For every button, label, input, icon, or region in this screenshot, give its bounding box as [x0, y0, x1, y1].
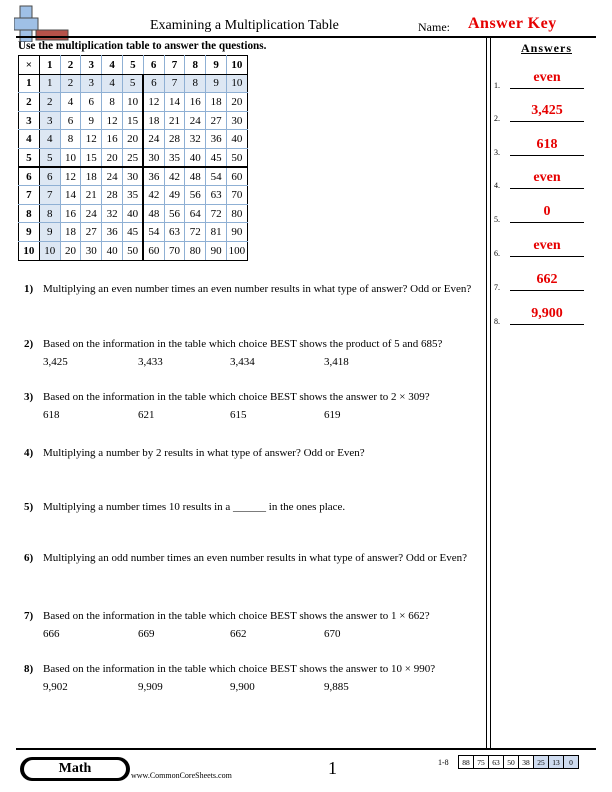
answer-row	[494, 238, 594, 258]
table-corner: ×	[19, 56, 40, 75]
answer-choice: 9,900	[230, 681, 255, 693]
choice-list	[43, 409, 484, 422]
table-cell: 18	[143, 111, 164, 130]
table-cell: 12	[143, 93, 164, 112]
question	[24, 552, 484, 565]
row-header: 7	[19, 186, 40, 205]
answer-value: even	[533, 70, 561, 85]
answer-line	[510, 155, 584, 156]
table-cell: 16	[185, 93, 206, 112]
footer-divider	[16, 748, 596, 750]
instructions: Use the multiplication table to answer the questions.	[18, 40, 267, 52]
answer-choice: 9,885	[324, 681, 349, 693]
table-row	[19, 223, 248, 242]
table-cell: 54	[206, 167, 227, 186]
table-row	[19, 204, 248, 223]
answer-value: 618	[536, 137, 558, 152]
table-cell: 5	[122, 74, 143, 93]
table-cell: 24	[81, 204, 102, 223]
answer-key-label: Answer Key	[468, 15, 557, 32]
table-cell: 20	[102, 148, 123, 167]
table-cell: 40	[226, 130, 247, 149]
table-cell: 30	[226, 111, 247, 130]
answer-choice: 615	[230, 409, 247, 421]
table-cell: 21	[81, 186, 102, 205]
table-cell: 8	[102, 93, 123, 112]
column-header: 3	[81, 56, 102, 75]
table-cell: 72	[185, 223, 206, 242]
score-cell: 13	[549, 756, 564, 769]
answer-value: even	[533, 170, 561, 185]
table-cell: 48	[143, 204, 164, 223]
answer-choice: 670	[324, 628, 341, 640]
question	[24, 283, 484, 296]
table-cell: 24	[185, 111, 206, 130]
choice-list	[43, 681, 484, 694]
table-cell: 10	[226, 74, 247, 93]
table-cell: 10	[60, 148, 81, 167]
question-number: 4)	[24, 447, 34, 459]
table-cell: 24	[143, 130, 164, 149]
answer-row	[494, 70, 594, 90]
score-cell: 38	[519, 756, 534, 769]
table-cell: 90	[226, 223, 247, 242]
table-cell: 8	[60, 130, 81, 149]
answer-choice: 621	[138, 409, 155, 421]
answers-heading: Answers	[521, 41, 572, 55]
table-cell: 54	[143, 223, 164, 242]
answer-line	[510, 88, 584, 89]
table-cell: 35	[122, 186, 143, 205]
table-cell: 16	[60, 204, 81, 223]
answer-choice: 9,909	[138, 681, 163, 693]
table-cell: 21	[164, 111, 185, 130]
table-row	[19, 241, 248, 260]
question-text: Multiplying an odd number times an even number results in what type of answer? Odd or Even?	[43, 552, 468, 564]
table-cell: 30	[143, 148, 164, 167]
answer-choice: 3,425	[43, 356, 68, 368]
table-cell: 6	[143, 74, 164, 93]
question	[24, 338, 484, 369]
score-table	[458, 755, 579, 769]
table-cell: 7	[39, 186, 60, 205]
answer-choice: 662	[230, 628, 247, 640]
table-cell: 45	[206, 148, 227, 167]
table-row	[19, 74, 248, 93]
table-cell: 28	[102, 186, 123, 205]
column-header: 7	[164, 56, 185, 75]
question	[24, 663, 484, 694]
question-number: 5)	[24, 501, 34, 513]
table-cell: 20	[60, 241, 81, 260]
table-cell: 4	[39, 130, 60, 149]
question	[24, 391, 484, 422]
table-cell: 36	[102, 223, 123, 242]
question	[24, 610, 484, 641]
score-cell: 63	[489, 756, 504, 769]
row-header: 5	[19, 148, 40, 167]
answer-number: 3.	[494, 148, 500, 157]
answer-row	[494, 204, 594, 224]
answer-number: 1.	[494, 81, 500, 90]
table-cell: 12	[102, 111, 123, 130]
table-cell: 20	[122, 130, 143, 149]
table-cell: 12	[81, 130, 102, 149]
table-cell: 100	[226, 241, 247, 260]
table-cell: 3	[81, 74, 102, 93]
table-cell: 42	[164, 167, 185, 186]
answer-row	[494, 170, 594, 190]
row-header: 10	[19, 241, 40, 260]
table-cell: 18	[206, 93, 227, 112]
table-cell: 36	[143, 167, 164, 186]
answer-line	[510, 324, 584, 325]
site-url: www.CommonCoreSheets.com	[131, 771, 232, 780]
table-cell: 40	[122, 204, 143, 223]
column-header: 9	[206, 56, 227, 75]
table-cell: 32	[102, 204, 123, 223]
question-number: 8)	[24, 663, 34, 675]
answer-number: 7.	[494, 283, 500, 292]
answer-line	[510, 121, 584, 122]
column-header: 6	[143, 56, 164, 75]
page-number: 1	[328, 758, 337, 778]
answer-line	[510, 188, 584, 189]
answer-value: 0	[543, 204, 551, 219]
table-row	[19, 186, 248, 205]
table-cell: 20	[226, 93, 247, 112]
question-number: 3)	[24, 391, 34, 403]
row-header: 4	[19, 130, 40, 149]
table-cell: 27	[81, 223, 102, 242]
row-header: 3	[19, 111, 40, 130]
table-cell: 80	[226, 204, 247, 223]
answer-choice: 618	[43, 409, 60, 421]
answer-choice: 3,434	[230, 356, 255, 368]
question	[24, 447, 484, 460]
answer-column-divider-right	[490, 36, 491, 748]
row-header: 8	[19, 204, 40, 223]
table-cell: 18	[81, 167, 102, 186]
question	[24, 501, 484, 514]
table-cell: 50	[122, 241, 143, 260]
answer-column-divider-left	[486, 36, 487, 748]
table-cell: 70	[164, 241, 185, 260]
table-cell: 50	[226, 148, 247, 167]
table-cell: 60	[226, 167, 247, 186]
table-row	[19, 167, 248, 186]
row-header: 1	[19, 74, 40, 93]
column-header: 1	[39, 56, 60, 75]
choice-list	[43, 628, 484, 641]
table-cell: 6	[81, 93, 102, 112]
table-cell: 27	[206, 111, 227, 130]
answer-number: 4.	[494, 181, 500, 190]
table-cell: 5	[39, 148, 60, 167]
table-cell: 4	[102, 74, 123, 93]
subject-label: Math	[24, 760, 126, 778]
table-cell: 3	[39, 111, 60, 130]
table-cell: 15	[122, 111, 143, 130]
answer-choice: 666	[43, 628, 60, 640]
subject-badge	[20, 757, 130, 781]
answer-line	[510, 222, 584, 223]
question-text: Multiplying a number by 2 results in what type of answer? Odd or Even?	[43, 447, 365, 459]
row-header: 6	[19, 167, 40, 186]
table-cell: 12	[60, 167, 81, 186]
table-cell: 60	[143, 241, 164, 260]
multiplication-table	[18, 55, 248, 261]
table-cell: 63	[164, 223, 185, 242]
row-header: 9	[19, 223, 40, 242]
table-cell: 72	[206, 204, 227, 223]
table-cell: 1	[39, 74, 60, 93]
answer-number: 2.	[494, 114, 500, 123]
column-header: 10	[226, 56, 247, 75]
table-cell: 9	[206, 74, 227, 93]
table-cell: 2	[39, 93, 60, 112]
score-cell: 25	[534, 756, 549, 769]
table-cell: 64	[185, 204, 206, 223]
table-cell: 8	[185, 74, 206, 93]
score-cell: 0	[564, 756, 579, 769]
table-cell: 16	[102, 130, 123, 149]
question-number: 6)	[24, 552, 34, 564]
table-cell: 25	[122, 148, 143, 167]
table-cell: 56	[185, 186, 206, 205]
answer-choice: 3,433	[138, 356, 163, 368]
answer-row	[494, 272, 594, 292]
answer-choice: 669	[138, 628, 155, 640]
answer-value: 9,900	[531, 306, 563, 321]
answer-line	[510, 290, 584, 291]
column-header: 8	[185, 56, 206, 75]
question-text: Multiplying an even number times an even number results in what type of answer? Odd or Even?	[43, 283, 472, 295]
table-row	[19, 93, 248, 112]
table-cell: 18	[60, 223, 81, 242]
score-cell: 75	[474, 756, 489, 769]
table-cell: 10	[39, 241, 60, 260]
column-header: 5	[122, 56, 143, 75]
table-cell: 40	[102, 241, 123, 260]
table-cell: 10	[122, 93, 143, 112]
column-header: 2	[60, 56, 81, 75]
question-text: Based on the information in the table which choice BEST shows the answer to 1 × 662?	[43, 610, 430, 622]
table-cell: 6	[39, 167, 60, 186]
table-cell: 35	[164, 148, 185, 167]
table-cell: 36	[206, 130, 227, 149]
question-text: Multiplying a number times 10 results in a ______ in the ones place.	[43, 501, 346, 513]
table-cell: 49	[164, 186, 185, 205]
table-cell: 30	[122, 167, 143, 186]
name-label: Name:	[418, 20, 450, 34]
table-row	[19, 130, 248, 149]
table-cell: 32	[185, 130, 206, 149]
table-cell: 8	[39, 204, 60, 223]
table-cell: 14	[164, 93, 185, 112]
table-cell: 70	[226, 186, 247, 205]
table-cell: 15	[81, 148, 102, 167]
answer-line	[510, 256, 584, 257]
answer-number: 6.	[494, 249, 500, 258]
table-cell: 30	[81, 241, 102, 260]
row-header: 2	[19, 93, 40, 112]
question-number: 7)	[24, 610, 34, 622]
table-cell: 48	[185, 167, 206, 186]
table-cell: 4	[60, 93, 81, 112]
question-number: 1)	[24, 283, 34, 295]
table-cell: 90	[206, 241, 227, 260]
column-header: 4	[102, 56, 123, 75]
table-cell: 28	[164, 130, 185, 149]
score-cell: 50	[504, 756, 519, 769]
answer-row	[494, 103, 594, 123]
answer-number: 5.	[494, 215, 500, 224]
answer-row	[494, 137, 594, 157]
table-cell: 40	[185, 148, 206, 167]
table-cell: 9	[81, 111, 102, 130]
answer-number: 8.	[494, 317, 500, 326]
question-number: 2)	[24, 338, 34, 350]
table-cell: 63	[206, 186, 227, 205]
table-cell: 2	[60, 74, 81, 93]
table-cell: 9	[39, 223, 60, 242]
answer-value: 662	[536, 272, 558, 287]
table-row	[19, 111, 248, 130]
answer-row	[494, 306, 594, 326]
table-cell: 56	[164, 204, 185, 223]
table-cell: 81	[206, 223, 227, 242]
table-cell: 45	[122, 223, 143, 242]
score-cell: 88	[459, 756, 474, 769]
question-text: Based on the information in the table which choice BEST shows the product of 5 and 685?	[43, 338, 443, 350]
table-cell: 7	[164, 74, 185, 93]
score-range: 1-8	[438, 758, 449, 767]
table-cell: 42	[143, 186, 164, 205]
table-row	[19, 148, 248, 167]
answer-value: 3,425	[531, 103, 563, 118]
worksheet-title: Examining a Multiplication Table	[150, 18, 339, 33]
question-text: Based on the information in the table which choice BEST shows the answer to 10 × 990?	[43, 663, 436, 675]
answer-choice: 619	[324, 409, 341, 421]
table-cell: 14	[60, 186, 81, 205]
header-divider	[16, 36, 596, 38]
answer-value: even	[533, 238, 561, 253]
table-cell: 24	[102, 167, 123, 186]
table-cell: 80	[185, 241, 206, 260]
answer-choice: 3,418	[324, 356, 349, 368]
answer-choice: 9,902	[43, 681, 68, 693]
choice-list	[43, 356, 484, 369]
table-cell: 6	[60, 111, 81, 130]
question-text: Based on the information in the table which choice BEST shows the answer to 2 × 309?	[43, 391, 430, 403]
